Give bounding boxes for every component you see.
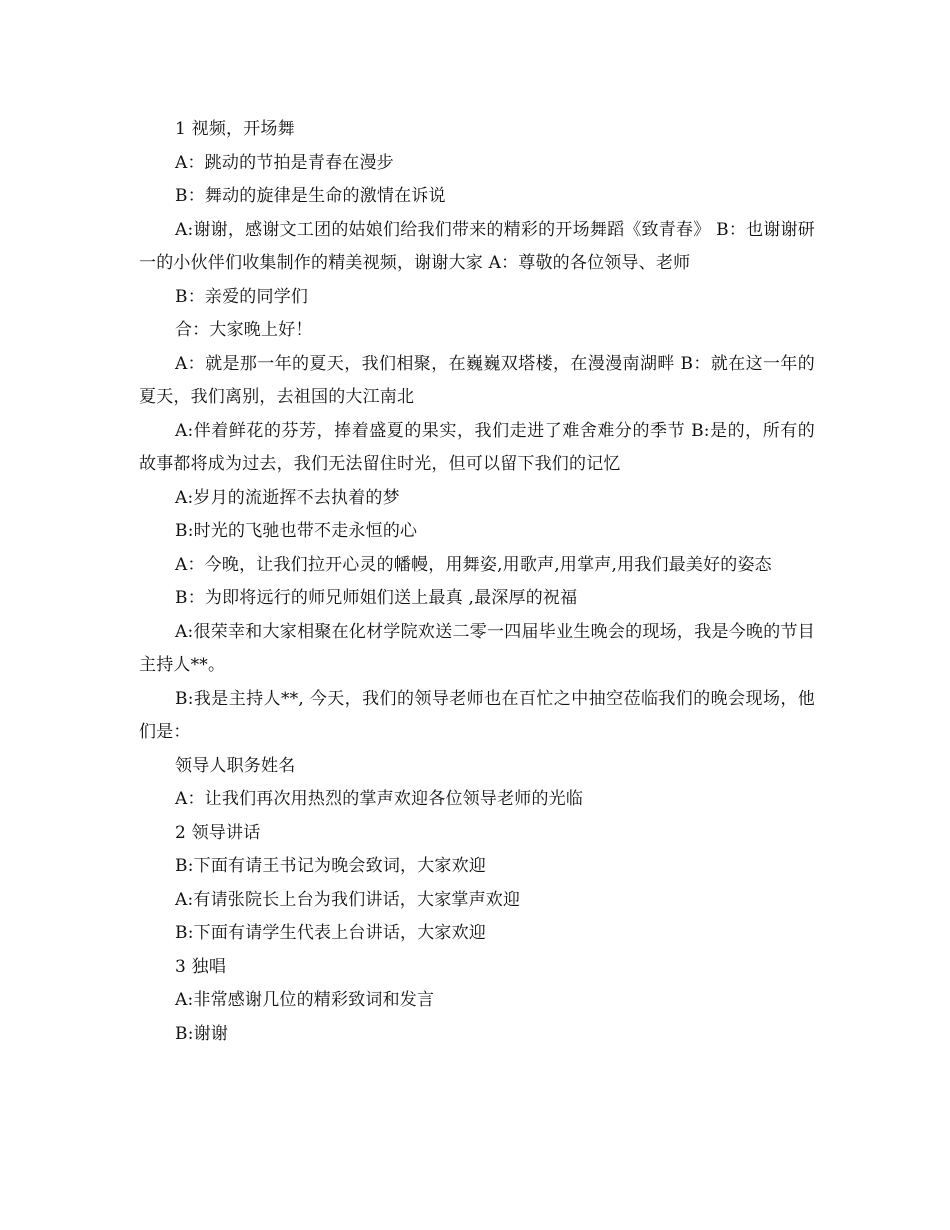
paragraph-leaders-list: 领导人职务姓名 — [175, 755, 296, 776]
paragraph: A：跳动的节拍是青春在漫步 — [175, 152, 394, 173]
paragraph: A:谢谢，感谢文工团的姑娘们给我们带来的精彩的开场舞蹈《致青春》 B：也谢谢研一的小伙伴们收集制作的精美视频，谢谢大家 A：尊敬的各位领导、老师 — [139, 219, 815, 273]
paragraph: 合：大家晚上好！ — [175, 320, 313, 340]
paragraph: B：舞动的旋律是生命的激情在诉说 — [175, 186, 446, 206]
paragraph: A：让我们再次用热烈的掌声欢迎各位领导老师的光临 — [175, 789, 584, 809]
paragraph: A:有请张院长上台为我们讲话，大家掌声欢迎 — [175, 889, 521, 910]
paragraph: B:时光的飞驰也带不走永恒的心 — [175, 521, 418, 541]
paragraph: B：为即将远行的师兄师姐们送上最真 ,最深厚的祝福 — [175, 588, 578, 608]
paragraph: A:非常感谢几位的精彩致词和发言 — [175, 990, 435, 1010]
paragraph: B:谢谢 — [175, 1023, 229, 1044]
paragraph: A：今晚，让我们拉开心灵的幡幔，用舞姿,用歌声,用掌声,用我们最美好的姿态 — [175, 554, 772, 575]
paragraph: B:下面有请王书记为晚会致词，大家欢迎 — [175, 856, 487, 876]
document-body — [139, 113, 815, 1051]
paragraph: B:下面有请学生代表上台讲话，大家欢迎 — [175, 923, 487, 943]
paragraph-section-2-heading: 2 领导讲话 — [175, 822, 261, 843]
paragraph: A:伴着鲜花的芬芳，捧着盛夏的果实，我们走进了难舍难分的季节 B:是的，所有的故事都将成为过去，我们无法留住时光，但可以留下我们的记忆 — [139, 420, 815, 474]
paragraph: B:我是主持人**, 今天，我们的领导老师也在百忙之中抽空莅临我们的晚会现场，他们是： — [139, 688, 815, 742]
paragraph: A:很荣幸和大家相聚在化材学院欢送二零一四届毕业生晚会的现场，我是今晚的节目主持人**。 — [139, 621, 815, 675]
paragraph-section-3-heading: 3 独唱 — [175, 956, 227, 977]
paragraph-section-1-heading: 1 视频，开场舞 — [175, 119, 295, 139]
paragraph: B：亲爱的同学们 — [175, 286, 309, 307]
paragraph: A:岁月的流逝挥不去执着的梦 — [175, 487, 400, 508]
paragraph: A：就是那一年的夏天，我们相聚，在巍巍双塔楼，在漫漫南湖畔 B：就在这一年的夏天，我们离别，去祖国的大江南北 — [139, 353, 815, 407]
